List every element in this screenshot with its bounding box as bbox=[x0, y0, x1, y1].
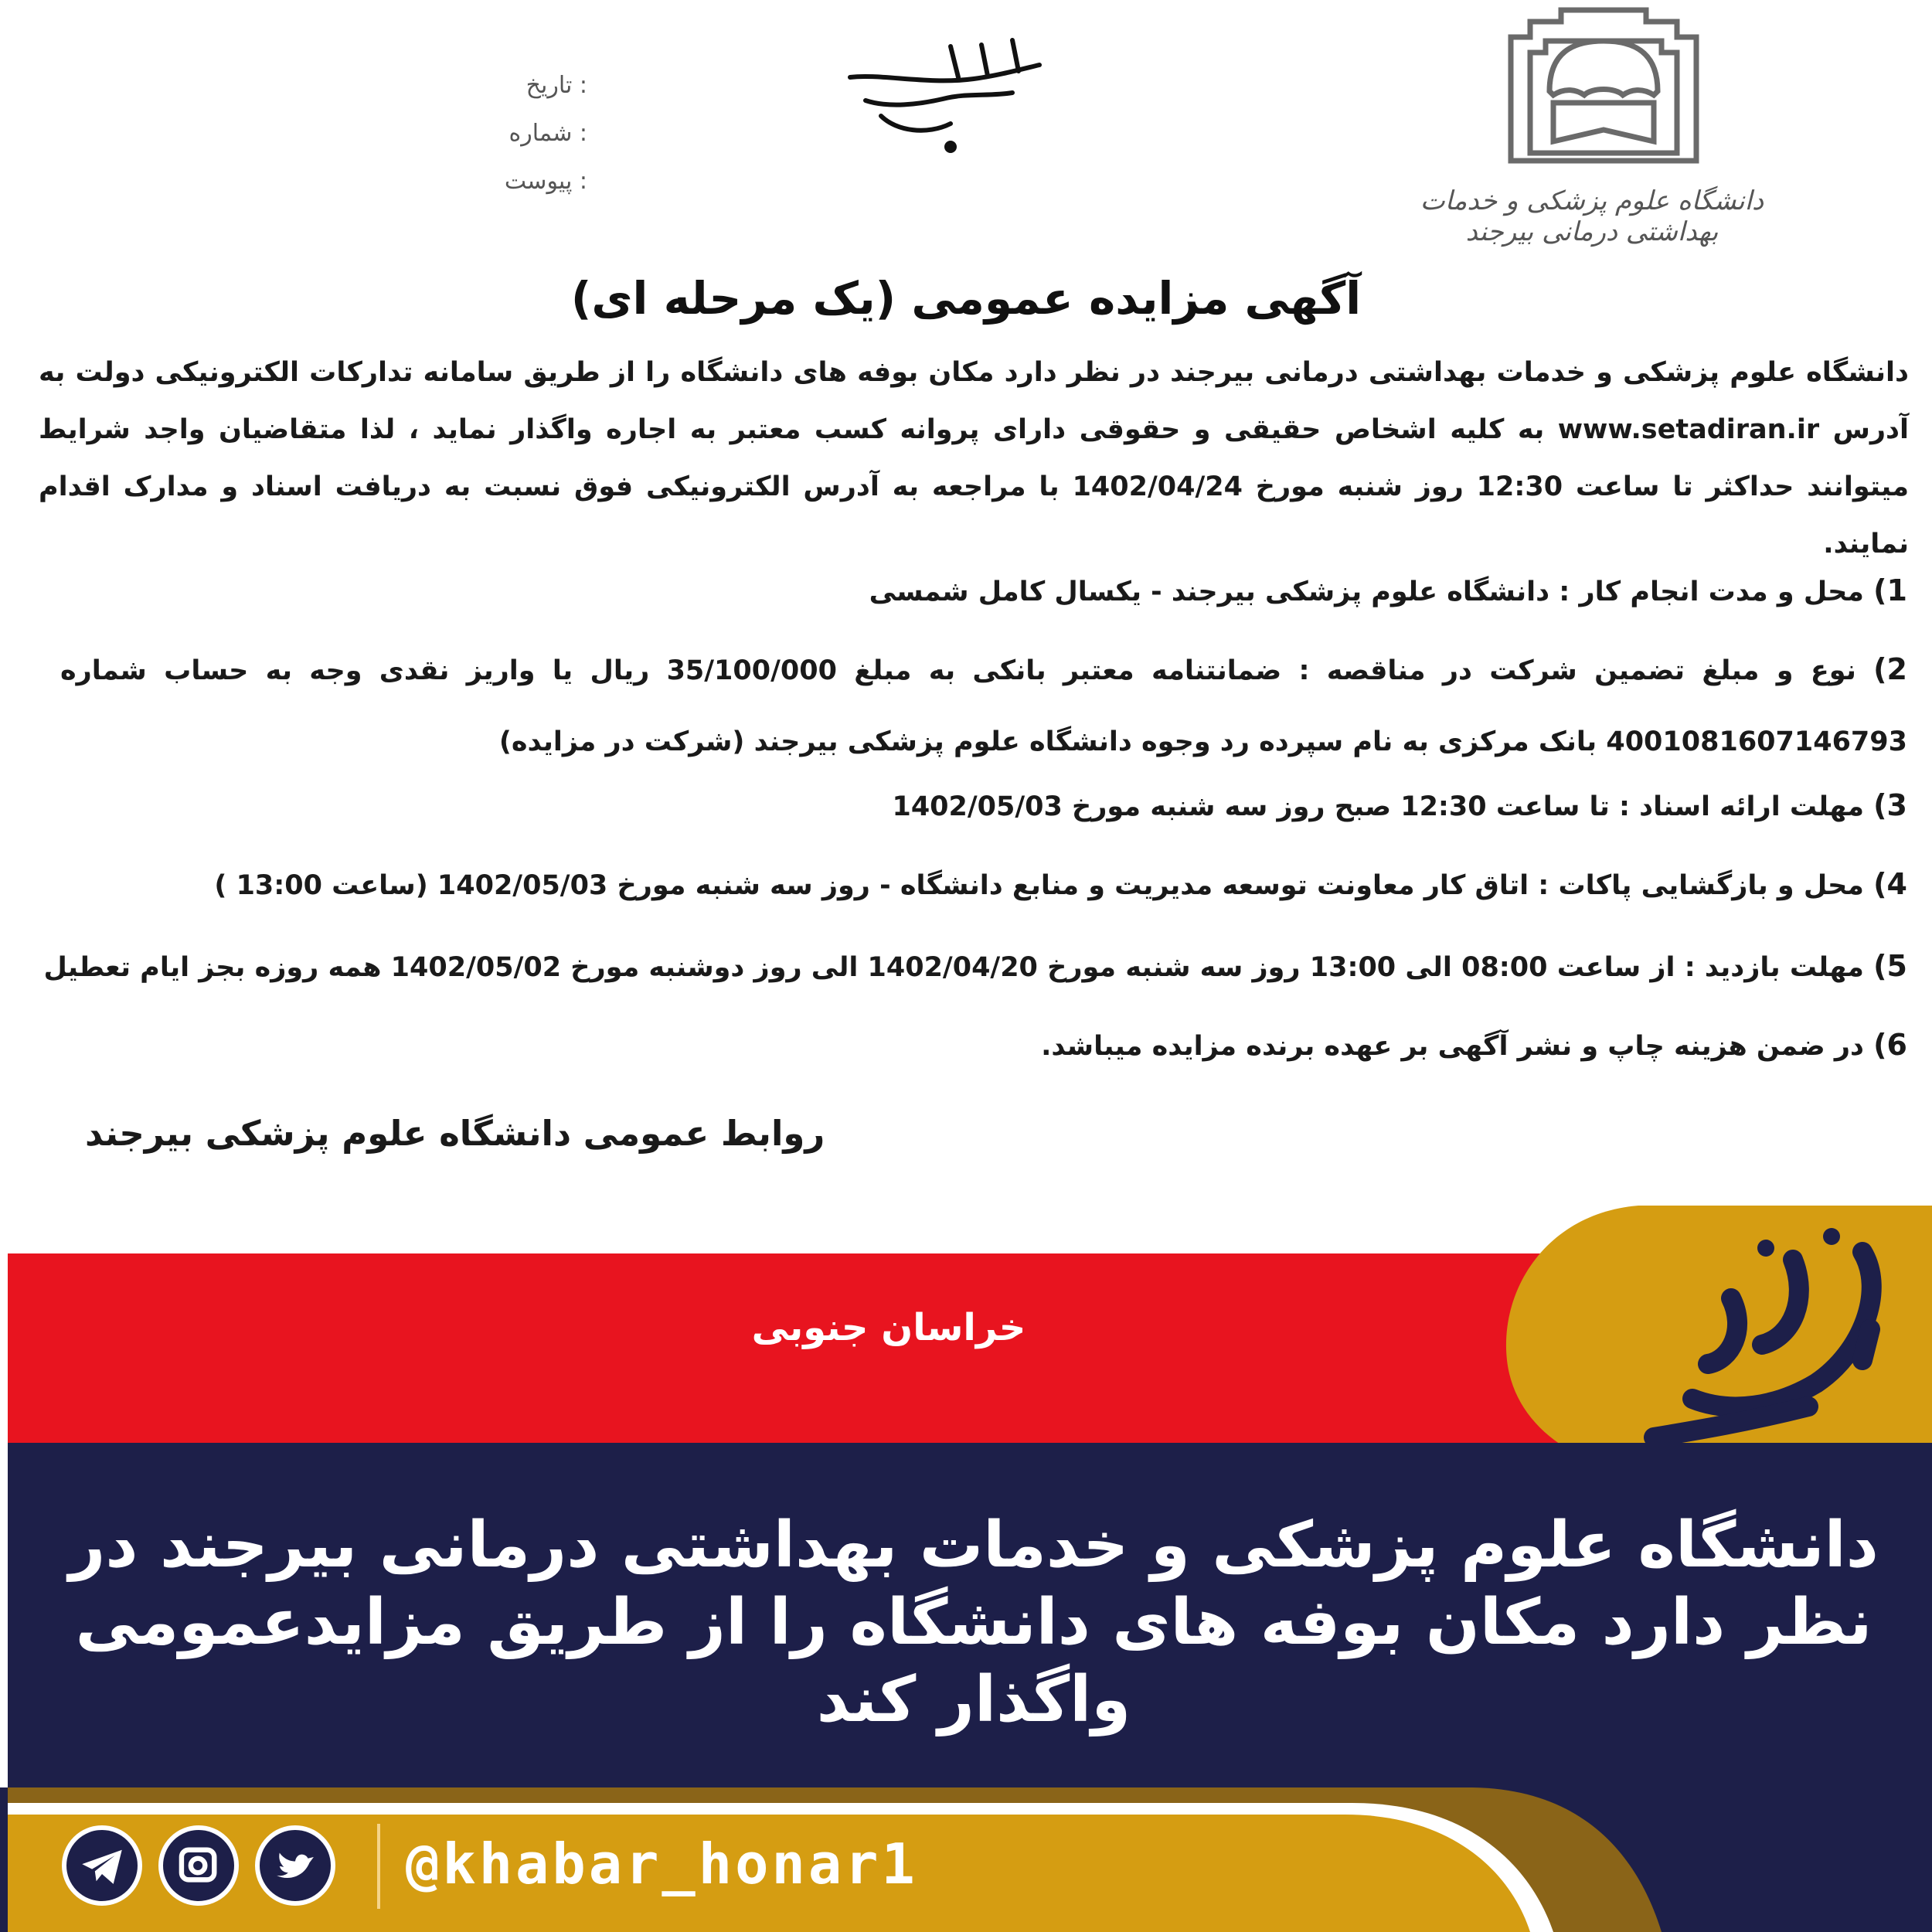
item-number: 2) bbox=[1873, 652, 1907, 686]
notice-title: آگهی مزایده عمومی (یک مرحله ای) bbox=[570, 272, 1362, 325]
item-text: در ضمن هزینه چاپ و نشر آگهی بر عهده برنده مزایده میباشد. bbox=[1041, 1031, 1864, 1062]
date-label: تاریخ : bbox=[526, 72, 587, 99]
signature: روابط عمومی دانشگاه علوم پزشکی بیرجند bbox=[85, 1113, 825, 1154]
letter-meta bbox=[448, 62, 587, 206]
item-text: نوع و مبلغ تضمین شرکت در مناقصه : ضمانتنامه معتبر بانکی به مبلغ 35/100/000 ریال یا واریز نقدی وجه به حساب شماره 4001081607146793 بانک مرکزی به نام سپرده رد وجوه دانشگاه علوم پزشکی بیرجند (شرکت در مزایده) bbox=[60, 655, 1907, 757]
university-logo-caption: دانشگاه علوم پزشکی و خدمات بهداشتی درمانی بیرجند bbox=[1420, 185, 1764, 247]
university-logo bbox=[1488, 6, 1719, 176]
instagram-icon[interactable] bbox=[158, 1825, 239, 1906]
notice-item bbox=[869, 573, 1907, 607]
item-text: مهلت ارائه اسناد : تا ساعت 12:30 صبح روز سه شنبه مورخ 1402/05/03 bbox=[892, 791, 1864, 822]
notice-item bbox=[1041, 1028, 1907, 1062]
item-number: 3) bbox=[1873, 788, 1907, 822]
bismillah-calligraphy bbox=[835, 31, 1051, 162]
notice-item bbox=[892, 788, 1907, 822]
notice-intro: دانشگاه علوم پزشکی و خدمات بهداشتی درمانی بیرجند در نظر دارد مکان بوفه های دانشگاه را از طریق سامانه تدارکات الکترونیکی دولت به آدرس www.setadiran.ir به کلیه اشخاص حقیقی و حقوقی دارای پروانه کسب معتبر به اجاره واگذار نماید ، لذا متقاضیان واجد شرایط میتوانند حداکثر تا ساعت 12:30 روز شنبه مورخ 1402/04/24 با مراجعه به آدرس الکترونیکی فوق نسبت به دریافت اسناد و مدارک اقدام نمایند. bbox=[39, 357, 1910, 560]
item-number: 5) bbox=[1873, 949, 1907, 983]
notice-item bbox=[43, 949, 1907, 983]
item-text: مهلت بازدید : از ساعت 08:00 الی 13:00 روز سه شنبه مورخ 1402/04/20 الی روز دوشنبه مورخ 1402/05/02 همه روزه بجز ایام تعطیل bbox=[43, 952, 1864, 983]
notice-item bbox=[60, 634, 1907, 777]
number-label: شماره : bbox=[509, 120, 587, 147]
footer-divider bbox=[377, 1824, 380, 1909]
notice-item bbox=[214, 867, 1907, 901]
item-text: محل و مدت انجام کار : دانشگاه علوم پزشکی بیرجند - یکسال کامل شمسی bbox=[869, 577, 1864, 607]
social-handle[interactable]: @khabar_honar1 bbox=[406, 1832, 918, 1896]
brand-logo bbox=[1499, 1206, 1932, 1476]
item-text: محل و بازگشایی پاکات : اتاق کار معاونت توسعه مدیریت و منابع دانشگاه - روز سه شنبه مورخ 1402/05/03 (ساعت 13:00 ) bbox=[214, 870, 1864, 901]
attachment-label: پیوست : bbox=[504, 168, 587, 195]
province-label: خراسان جنوبی bbox=[751, 1306, 1026, 1349]
telegram-icon[interactable] bbox=[62, 1825, 142, 1906]
item-number: 6) bbox=[1873, 1028, 1907, 1062]
headline: دانشگاه علوم پزشکی و خدمات بهداشتی درمانی بیرجند در نظر دارد مکان بوفه های دانشگاه را از طریق مزایدعمومی واگذار کند bbox=[69, 1509, 1879, 1736]
item-number: 1) bbox=[1873, 573, 1907, 607]
twitter-icon[interactable] bbox=[255, 1825, 335, 1906]
item-number: 4) bbox=[1873, 867, 1907, 901]
